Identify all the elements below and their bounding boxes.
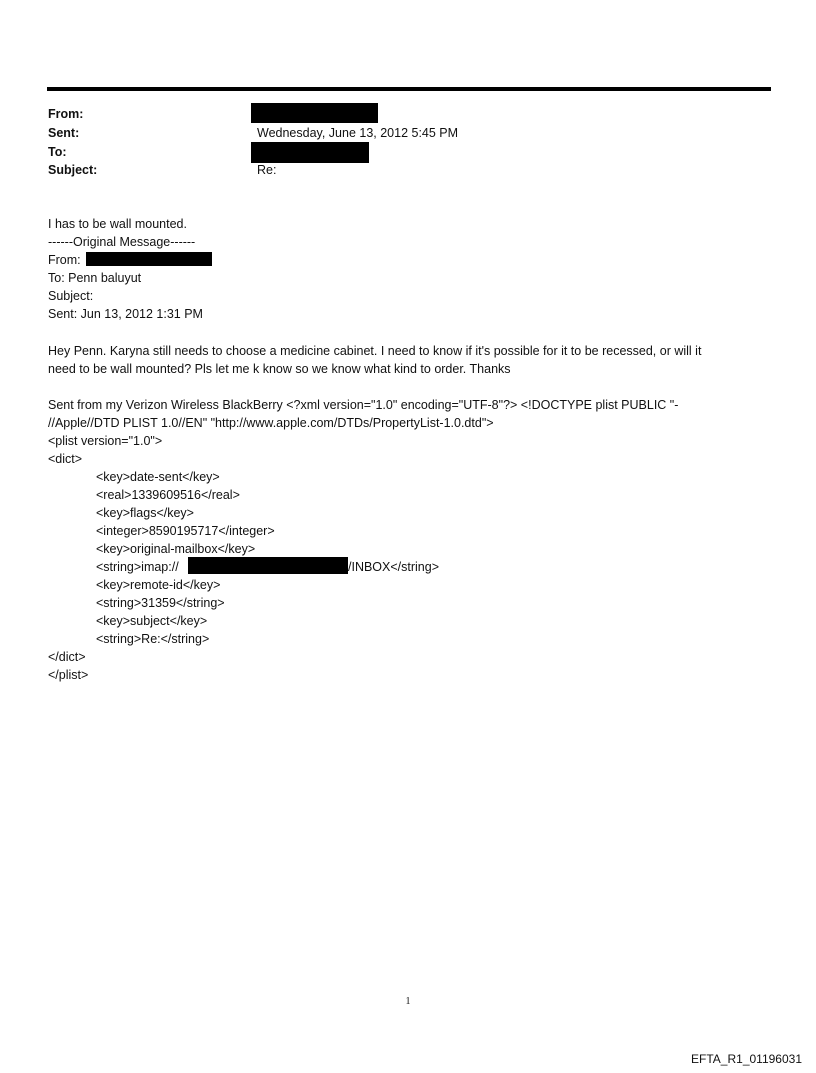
dict-close: </dict>: [48, 650, 86, 664]
plist-line: <integer>8590195717</integer>: [96, 524, 275, 538]
plist-line: <key>original-mailbox</key>: [96, 542, 256, 556]
imap-suffix: /INBOX</string>: [348, 560, 440, 574]
signature-line-1: Sent from my Verizon Wireless BlackBerry <?xml version="1.0" encoding="UTF-8"?> <!DOCTYPE plist PUBLIC "-: [48, 398, 679, 412]
sent-value: Wednesday, June 13, 2012 5:45 PM: [257, 126, 459, 140]
signature-line-2: //Apple//DTD PLIST 1.0//EN" "http://www.apple.com/DTDs/PropertyList-1.0.dtd">: [48, 416, 494, 430]
plist-line: <key>flags</key>: [96, 506, 194, 520]
plist-line: <key>subject</key>: [96, 614, 208, 628]
plist-line: <string>31359</string>: [96, 596, 225, 610]
message-line-1: Hey Penn. Karyna still needs to choose a medicine cabinet. I need to know if it's possible for it to be recessed, or will it: [48, 344, 702, 358]
original-message-marker: ------Original Message------: [48, 235, 196, 249]
dict-open: <dict>: [48, 452, 83, 466]
original-from: From:: [48, 253, 81, 267]
redaction-to: [251, 142, 369, 163]
reply-line: I has to be wall mounted.: [48, 217, 187, 231]
plist-line: <key>date-sent</key>: [96, 470, 220, 484]
redaction-mailbox: [188, 557, 348, 574]
sent-label: Sent:: [48, 126, 80, 140]
original-subject: Subject:: [48, 289, 94, 303]
original-sent: Sent: Jun 13, 2012 1:31 PM: [48, 307, 203, 321]
plist-line: <string>Re:</string>: [96, 632, 210, 646]
subject-label: Subject:: [48, 163, 98, 177]
from-label: From:: [48, 107, 84, 121]
plist-line: <key>remote-id</key>: [96, 578, 221, 592]
plist-open: <plist version="1.0">: [48, 434, 163, 448]
document-id: EFTA_R1_01196031: [691, 1052, 802, 1066]
subject-value: Re:: [257, 163, 277, 177]
header-rule: [47, 87, 771, 91]
message-line-2: need to be wall mounted? Pls let me k know so we know what kind to order. Thanks: [48, 362, 511, 376]
plist-line-imap: <string>imap://: [96, 560, 179, 574]
plist-line: <real>1339609516</real>: [96, 488, 240, 502]
original-to: To: Penn baluyut: [48, 271, 142, 285]
to-label: To:: [48, 145, 67, 159]
page-number: 1: [405, 996, 411, 1007]
plist-close: </plist>: [48, 668, 89, 682]
redaction-original-from: [86, 252, 212, 266]
redaction-from: [251, 103, 378, 123]
